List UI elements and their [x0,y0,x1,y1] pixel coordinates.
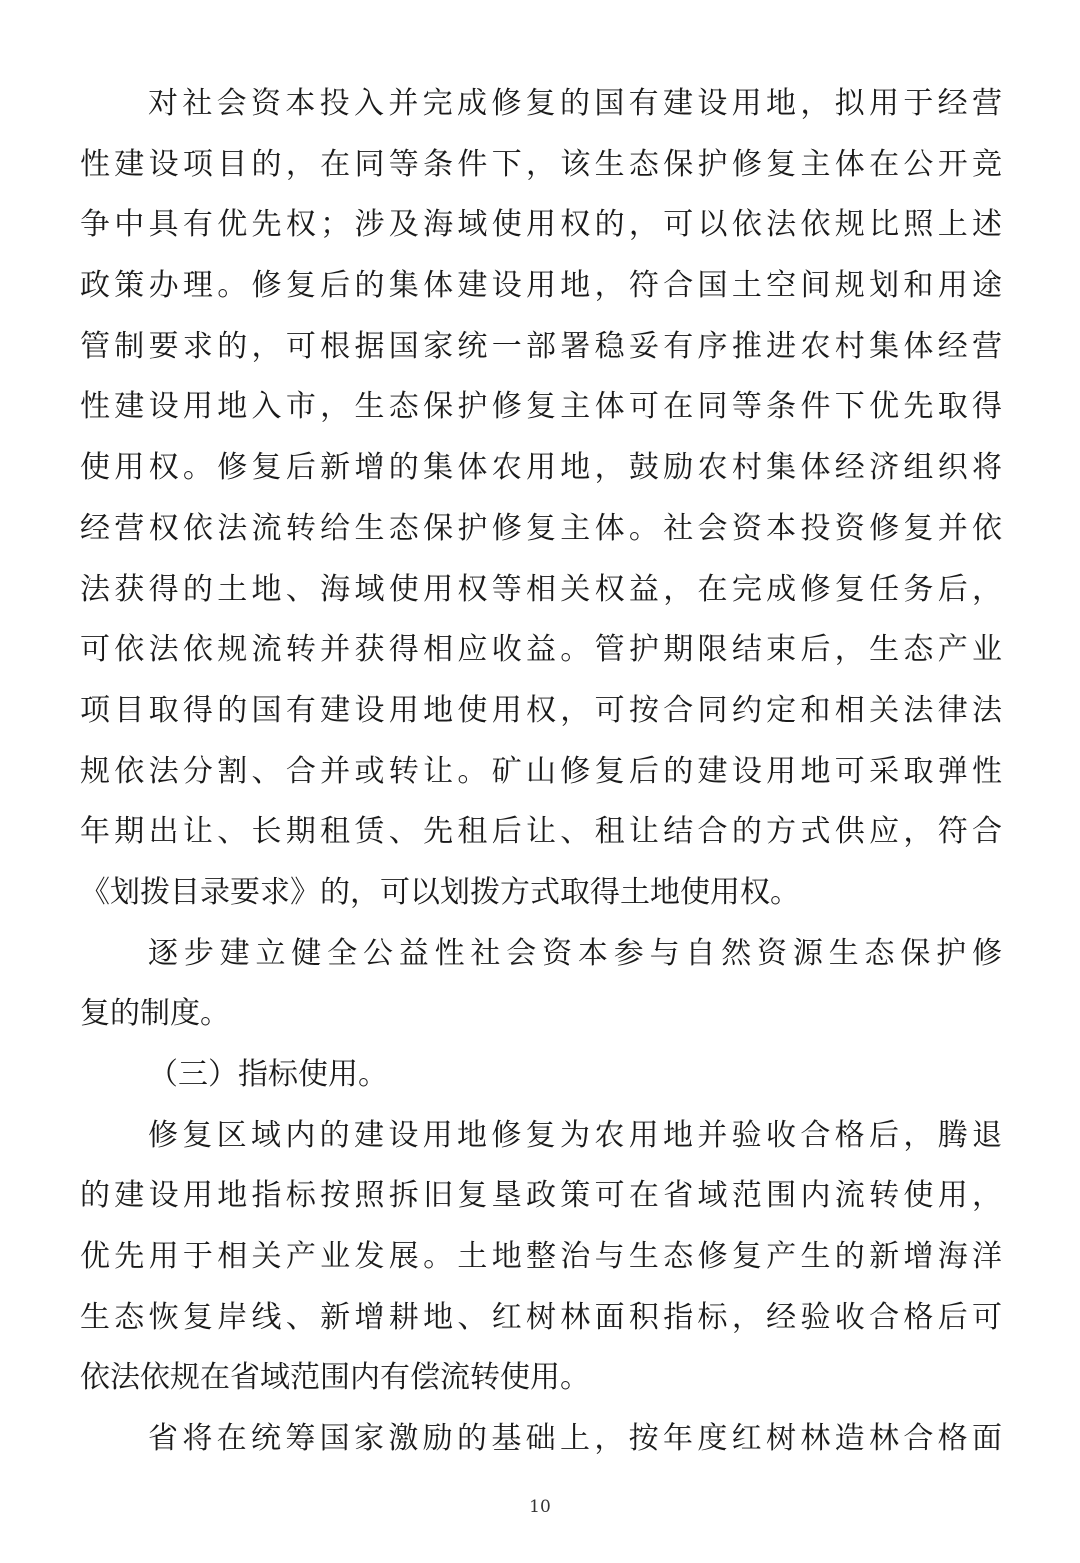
paragraph-line: 复的制度。 [80,996,230,1032]
paragraph-line: 依法依规在省域范围内有偿流转使用。 [80,1360,590,1396]
paragraph-line: 政策办理。修复后的集体建设用地，符合国土空间规划和用途 [80,268,1002,304]
paragraph-line: 性建设项目的，在同等条件下，该生态保护修复主体在公开竞 [80,146,1002,182]
paragraph-line: 法获得的土地、海域使用权等相关权益，在完成修复任务后， [80,571,1002,607]
paragraph-line: 生态恢复岸线、新增耕地、红树林面积指标，经验收合格后可 [80,1299,1002,1335]
paragraph-line: 管制要求的，可根据国家统一部署稳妥有序推进农村集体经营 [80,328,1002,364]
paragraph-line: 年期出让、长期租赁、先租后让、租让结合的方式供应，符合 [80,814,1002,850]
paragraph-line: 经营权依法流转给生态保护修复主体。社会资本投资修复并依 [80,510,1002,546]
paragraph-line: 性建设用地入市，生态保护修复主体可在同等条件下优先取得 [80,389,1002,425]
paragraph-line: 《划拨目录要求》的，可以划拨方式取得土地使用权。 [80,874,800,910]
paragraph-line: 的建设用地指标按照拆旧复垦政策可在省域范围内流转使用， [80,1178,1002,1214]
paragraph-line: 使用权。修复后新增的集体农用地，鼓励农村集体经济组织将 [80,450,1002,486]
paragraph-line: 项目取得的国有建设用地使用权，可按合同约定和相关法律法 [80,692,1002,728]
paragraph-line: 修复区域内的建设用地修复为农用地并验收合格后，腾退 [148,1117,1002,1153]
section-heading: （三）指标使用。 [148,1057,388,1092]
paragraph-line: 争中具有优先权；涉及海域使用权的，可以依法依规比照上述 [80,207,1002,243]
document-body [80,74,1002,1470]
paragraph-line: 优先用于相关产业发展。土地整治与生态修复产生的新增海洋 [80,1239,1002,1275]
page-number: 10 [529,1497,551,1517]
paragraph-line: 规依法分割、合并或转让。矿山修复后的建设用地可采取弹性 [80,753,1002,789]
paragraph-line: 可依法依规流转并获得相应收益。管护期限结束后，生态产业 [80,632,1002,668]
paragraph-line: 逐步建立健全公益性社会资本参与自然资源生态保护修 [148,935,1002,971]
paragraph-line: 对社会资本投入并完成修复的国有建设用地，拟用于经营 [148,86,1002,121]
paragraph-line: 省将在统筹国家激励的基础上，按年度红树林造林合格面 [148,1421,1002,1457]
